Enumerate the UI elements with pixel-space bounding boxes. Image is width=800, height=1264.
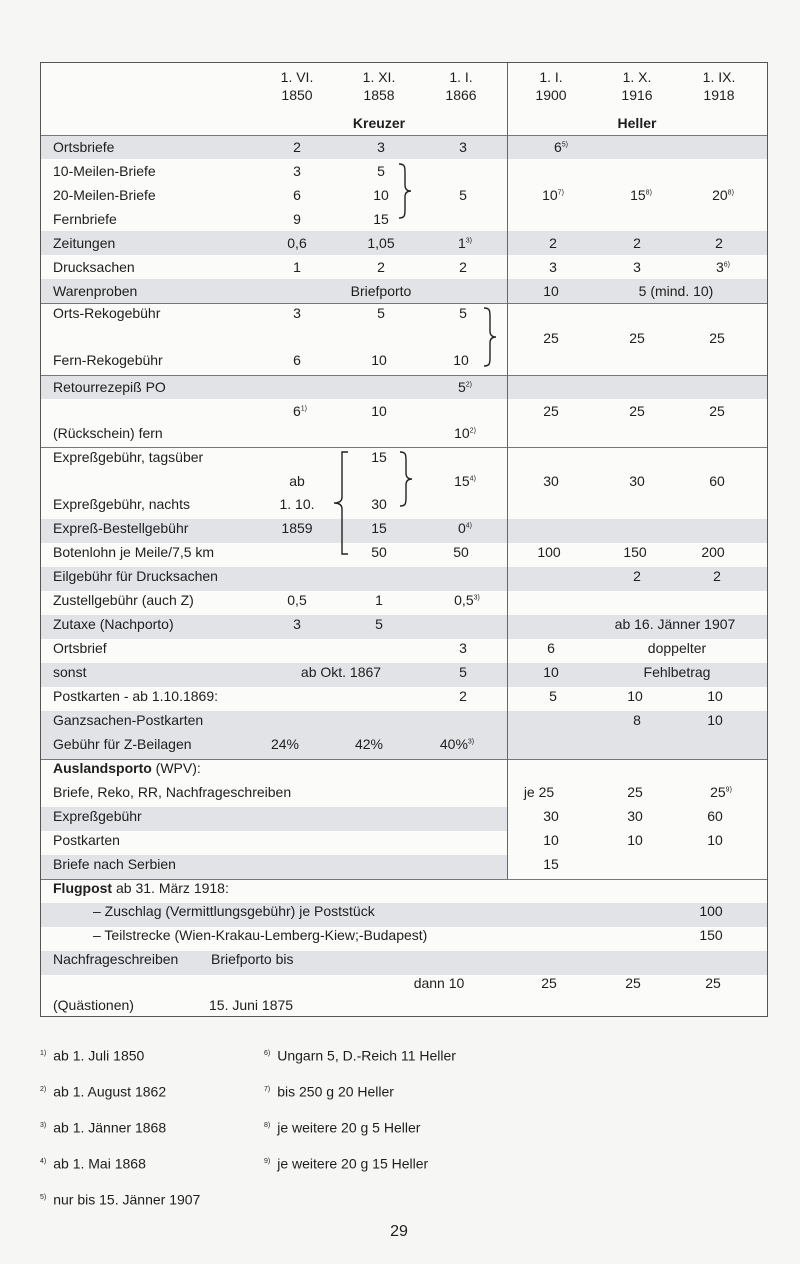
row-express-ab: ab 15$^{4)}$ 30 30 60 [289, 473, 725, 489]
year-1918: 1918 [703, 87, 735, 103]
postage-rate-table [40, 62, 768, 1017]
row-z-beilagen: Gebühr für Z-Beilagen 24% 42% 40%$^{3)}$ [53, 736, 475, 752]
row-ortsbrief: Ortsbrief 3 6 doppelter [53, 640, 707, 656]
footnote: $^{5)}$ nur bis 15. Jänner 1907 [40, 1191, 201, 1208]
row-10-meilen: 10-Meilen-Briefe 3 5 [53, 163, 385, 179]
row-fernbriefe: Fernbriefe 9 15 [53, 211, 389, 227]
row-orts-reko: Orts-Rekogebühr 3 5 5 [53, 305, 467, 321]
date-1918: 1. IX. [702, 69, 736, 85]
row-drucksachen: Drucksachen 1 2 2 3 3 3$^{6)}$ [53, 259, 731, 275]
footnote: $^{3)}$ ab 1. Jänner 1868 [40, 1119, 167, 1136]
year-1900: 1900 [535, 87, 567, 103]
date-1850: 1. VI. [280, 69, 314, 85]
date-1900: 1. I. [539, 69, 563, 85]
row-zutaxe: Zutaxe (Nachporto) 3 5 ab 16. Jänner 1907 [53, 616, 736, 632]
footnote: $^{6)}$ Ungarn 5, D.-Reich 11 Heller [264, 1047, 456, 1064]
row-auslandsporto: Auslandsporto (WPV): [53, 760, 201, 776]
footnote: $^{9)}$ je weitere 20 g 15 Heller [264, 1155, 429, 1172]
row-zuschlag: – Zuschlag (Vermittlungsgebühr) je Poststück 100 [93, 903, 723, 919]
year-1866: 1866 [445, 87, 477, 103]
row-sonst: sonst ab Okt. 1867 5 10 Fehlbetrag [53, 664, 711, 680]
footnote: $^{4)}$ ab 1. Mai 1868 [40, 1155, 146, 1172]
date-1916: 1. X. [622, 69, 652, 85]
row-fern-reko: Fern-Rekogebühr 6 10 10 [53, 352, 469, 368]
footnote: $^{2)}$ ab 1. August 1862 [40, 1083, 167, 1100]
row-nachfrage: Nachfrageschreiben Briefporto bis [53, 951, 294, 967]
row-zustell: Zustellgebühr (auch Z) 0,5 1 0,5$^{3)}$ [53, 592, 480, 608]
row-zeitungen: Zeitungen 0,6 1,05 1$^{3)}$ 2 2 2 [53, 235, 723, 251]
year-1850: 1850 [281, 87, 313, 103]
brace-left [331, 451, 349, 555]
row-express-tag: Expreßgebühr, tagsüber 15 [53, 449, 387, 465]
brace-right [399, 451, 413, 507]
footnote: $^{8)}$ je weitere 20 g 5 Heller [264, 1119, 421, 1136]
row-nachfrage-dann: dann 10 25 25 25 [413, 975, 721, 991]
page-number: 29 [390, 1223, 408, 1240]
date-1866: 1. I. [449, 69, 473, 85]
row-teilstrecke: – Teilstrecke (Wien-Krakau-Lemberg-Kiew;-Budapest) 150 [93, 927, 723, 943]
row-retour-values: 6$^{1)}$ 10 25 25 25 [292, 403, 725, 419]
footnote: $^{1)}$ ab 1. Juli 1850 [40, 1047, 145, 1064]
row-express-nacht: Expreßgebühr, nachts 1. 10. 30 [53, 496, 387, 512]
currency-heller: Heller [617, 115, 657, 131]
footnote: $^{7)}$ bis 250 g 20 Heller [264, 1083, 394, 1100]
brace-right [483, 307, 497, 367]
row-ganzsachen: Ganzsachen-Postkarten 8 10 [53, 712, 723, 728]
row-rueckschein: (Rückschein) fern 10$^{2)}$ [53, 425, 476, 441]
year-1916: 1916 [621, 87, 653, 103]
row-ausl-postkarten: Postkarten 10 10 10 [53, 832, 723, 848]
row-ortsbriefe: Ortsbriefe 2 3 3 6$^{5)}$ [53, 139, 569, 155]
currency-kreuzer: Kreuzer [352, 115, 406, 131]
table-header [41, 63, 767, 135]
row-postkarten: Postkarten - ab 1.10.1869: 2 5 10 10 [53, 688, 723, 704]
row-flugpost: Flugpost ab 31. März 1918: [53, 880, 229, 896]
row-retour: Retourrezepiß PO 5$^{2)}$ [53, 379, 473, 395]
date-1858: 1. XI. [362, 69, 396, 85]
year-1858: 1858 [363, 87, 395, 103]
row-serbien: Briefe nach Serbien 15 [53, 856, 559, 872]
row-reko-values: 25 25 25 [543, 330, 725, 346]
row-botenlohn: Botenlohn je Meile/7,5 km 50 50 100 150 200 [53, 544, 725, 560]
row-warenproben: Warenproben Briefporto 10 5 (mind. 10) [53, 283, 714, 299]
row-quaestionen: (Quästionen) 15. Juni 1875 [53, 997, 294, 1013]
row-eilgebuehr: Eilgebühr für Drucksachen 2 2 [53, 568, 721, 584]
row-express-bestell: Expreß-Bestellgebühr 1859 15 0$^{4)}$ [53, 520, 473, 536]
brace-right [398, 163, 412, 219]
row-briefe-reko: Briefe, Reko, RR, Nachfrageschreiben je 25 25 25$^{9)}$ [53, 784, 732, 800]
row-20-meilen: 20-Meilen-Briefe 6 10 5 10$^{7)}$ 15$^{8)}$ 20$^{8)}$ [53, 187, 734, 203]
row-ausl-express: Expreßgebühr 30 30 60 [53, 808, 723, 824]
